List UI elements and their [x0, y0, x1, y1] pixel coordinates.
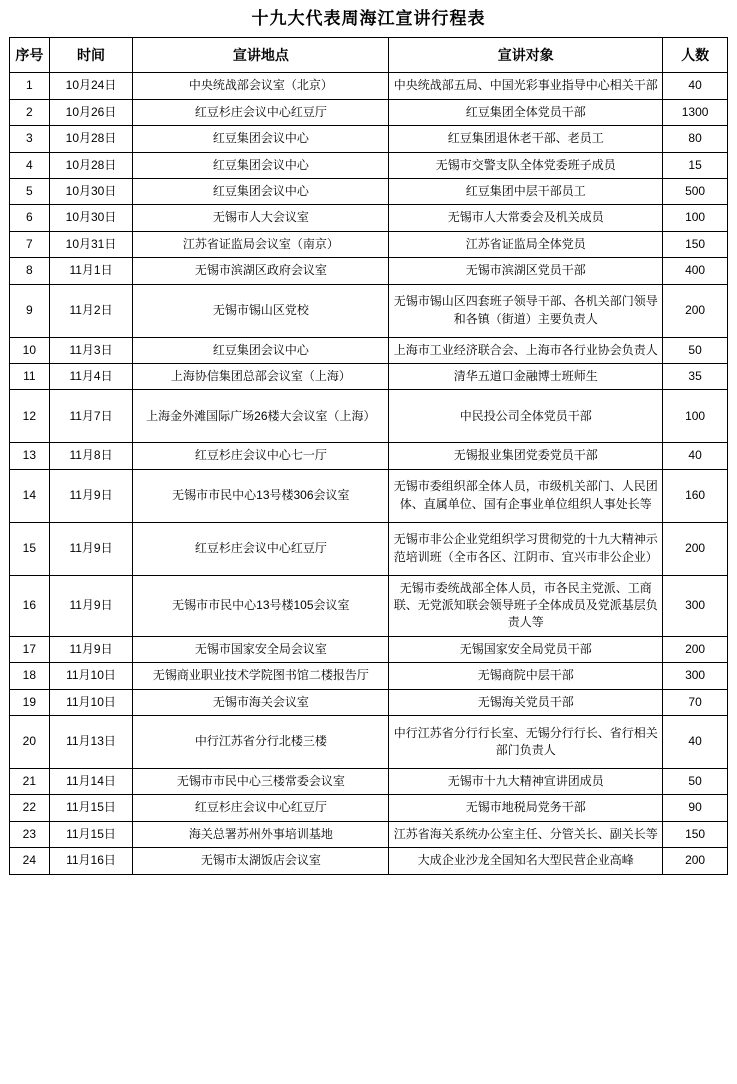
cell-place: 无锡市市民中心13号楼105会议室: [133, 575, 389, 636]
cell-target: 江苏省证监局全体党员: [389, 231, 663, 257]
table-row: [10, 821, 728, 847]
cell-date: 11月2日: [49, 284, 133, 337]
table-row: [10, 126, 728, 152]
cell-date: 11月7日: [49, 390, 133, 443]
cell-date: 10月28日: [49, 126, 133, 152]
cell-target: 无锡市十九大精神宣讲团成员: [389, 769, 663, 795]
table-row: [10, 205, 728, 231]
cell-date: 11月14日: [49, 769, 133, 795]
cell-place: 红豆杉庄会议中心红豆厅: [133, 522, 389, 575]
cell-index: 8: [10, 258, 50, 284]
cell-place: 红豆杉庄会议中心红豆厅: [133, 99, 389, 125]
cell-place: 红豆杉庄会议中心红豆厅: [133, 795, 389, 821]
cell-count: 100: [663, 390, 728, 443]
cell-place: 无锡市国家安全局会议室: [133, 636, 389, 662]
cell-place: 无锡市锡山区党校: [133, 284, 389, 337]
cell-date: 11月8日: [49, 443, 133, 469]
cell-index: 11: [10, 363, 50, 389]
cell-index: 6: [10, 205, 50, 231]
cell-index: 7: [10, 231, 50, 257]
table-row: [10, 575, 728, 636]
cell-index: 1: [10, 73, 50, 99]
column-header-index: 序号: [10, 38, 50, 73]
cell-date: 11月3日: [49, 337, 133, 363]
cell-count: 50: [663, 337, 728, 363]
cell-target: 中行江苏省分行行长室、无锡分行行长、省行相关部门负责人: [389, 716, 663, 769]
cell-place: 无锡市太湖饭店会议室: [133, 848, 389, 874]
table-row: [10, 284, 728, 337]
cell-target: 无锡市委统战部全体人员，市各民主党派、工商联、无党派知联会领导班子全体成员及党派基层负责人等: [389, 575, 663, 636]
table-row: [10, 73, 728, 99]
cell-count: 15: [663, 152, 728, 178]
cell-count: 200: [663, 636, 728, 662]
table-row: [10, 231, 728, 257]
cell-target: 无锡市委组织部全体人员，市级机关部门、人民团体、直属单位、国有企事业单位组织人事处长等: [389, 469, 663, 522]
cell-place: 红豆杉庄会议中心七一厅: [133, 443, 389, 469]
cell-target: 红豆集团退休老干部、老员工: [389, 126, 663, 152]
cell-place: 无锡市海关会议室: [133, 689, 389, 715]
cell-date: 11月4日: [49, 363, 133, 389]
cell-count: 40: [663, 73, 728, 99]
cell-date: 10月31日: [49, 231, 133, 257]
cell-place: 上海协信集团总部会议室（上海）: [133, 363, 389, 389]
cell-target: 中央统战部五局、中国光彩事业指导中心相关干部: [389, 73, 663, 99]
cell-date: 10月30日: [49, 178, 133, 204]
cell-date: 11月9日: [49, 469, 133, 522]
table-row: [10, 716, 728, 769]
cell-count: 40: [663, 443, 728, 469]
cell-place: 上海金外滩国际广场26楼大会议室（上海）: [133, 390, 389, 443]
cell-target: 无锡市锡山区四套班子领导干部、各机关部门领导和各镇（街道）主要负责人: [389, 284, 663, 337]
cell-count: 50: [663, 769, 728, 795]
cell-date: 10月28日: [49, 152, 133, 178]
column-header-place: 宣讲地点: [133, 38, 389, 73]
schedule-table: [9, 37, 728, 874]
column-header-date: 时间: [49, 38, 133, 73]
cell-place: 无锡商业职业技术学院图书馆二楼报告厅: [133, 663, 389, 689]
cell-date: 11月9日: [49, 522, 133, 575]
cell-count: 40: [663, 716, 728, 769]
table-row: [10, 443, 728, 469]
cell-date: 11月13日: [49, 716, 133, 769]
table-row: [10, 795, 728, 821]
cell-index: 16: [10, 575, 50, 636]
cell-count: 400: [663, 258, 728, 284]
column-header-target: 宣讲对象: [389, 38, 663, 73]
cell-count: 160: [663, 469, 728, 522]
cell-place: 中央统战部会议室（北京）: [133, 73, 389, 99]
cell-place: 红豆集团会议中心: [133, 126, 389, 152]
cell-target: 大成企业沙龙全国知名大型民营企业高峰: [389, 848, 663, 874]
table-row: [10, 522, 728, 575]
cell-index: 17: [10, 636, 50, 662]
cell-count: 200: [663, 284, 728, 337]
cell-target: 上海市工业经济联合会、上海市各行业协会负责人: [389, 337, 663, 363]
cell-index: 5: [10, 178, 50, 204]
table-row: [10, 390, 728, 443]
cell-target: 中民投公司全体党员干部: [389, 390, 663, 443]
cell-date: 11月15日: [49, 795, 133, 821]
cell-count: 1300: [663, 99, 728, 125]
cell-place: 红豆集团会议中心: [133, 337, 389, 363]
cell-date: 10月26日: [49, 99, 133, 125]
cell-count: 200: [663, 522, 728, 575]
cell-place: 江苏省证监局会议室（南京）: [133, 231, 389, 257]
cell-date: 11月15日: [49, 821, 133, 847]
cell-index: 12: [10, 390, 50, 443]
cell-count: 200: [663, 848, 728, 874]
table-row: [10, 848, 728, 874]
table-row: [10, 152, 728, 178]
cell-count: 300: [663, 575, 728, 636]
cell-index: 24: [10, 848, 50, 874]
cell-count: 150: [663, 231, 728, 257]
cell-count: 35: [663, 363, 728, 389]
cell-index: 13: [10, 443, 50, 469]
table-row: [10, 663, 728, 689]
table-row: [10, 469, 728, 522]
table-row: [10, 689, 728, 715]
table-row: [10, 258, 728, 284]
cell-date: 11月10日: [49, 689, 133, 715]
cell-target: 无锡市交警支队全体党委班子成员: [389, 152, 663, 178]
cell-place: 无锡市人大会议室: [133, 205, 389, 231]
table-body: [10, 73, 728, 874]
cell-target: 无锡商院中层干部: [389, 663, 663, 689]
table-row: [10, 99, 728, 125]
cell-index: 21: [10, 769, 50, 795]
column-header-count: 人数: [663, 38, 728, 73]
cell-count: 70: [663, 689, 728, 715]
cell-index: 15: [10, 522, 50, 575]
table-row: [10, 636, 728, 662]
table-row: [10, 178, 728, 204]
cell-date: 11月9日: [49, 575, 133, 636]
cell-count: 80: [663, 126, 728, 152]
cell-index: 18: [10, 663, 50, 689]
cell-target: 红豆集团中层干部员工: [389, 178, 663, 204]
cell-target: 无锡国家安全局党员干部: [389, 636, 663, 662]
cell-place: 红豆集团会议中心: [133, 178, 389, 204]
cell-target: 红豆集团全体党员干部: [389, 99, 663, 125]
cell-index: 9: [10, 284, 50, 337]
cell-index: 3: [10, 126, 50, 152]
cell-target: 无锡市滨湖区党员干部: [389, 258, 663, 284]
cell-target: 无锡市人大常委会及机关成员: [389, 205, 663, 231]
cell-place: 无锡市市民中心13号楼306会议室: [133, 469, 389, 522]
cell-index: 22: [10, 795, 50, 821]
cell-target: 无锡市非公企业党组织学习贯彻党的十九大精神示范培训班（全市各区、江阴市、宜兴市非公企业）: [389, 522, 663, 575]
cell-date: 11月16日: [49, 848, 133, 874]
page-title: 十九大代表周海江宣讲行程表: [251, 9, 486, 28]
cell-place: 无锡市市民中心三楼常委会议室: [133, 769, 389, 795]
table-row: [10, 337, 728, 363]
cell-count: 100: [663, 205, 728, 231]
cell-count: 500: [663, 178, 728, 204]
cell-date: 10月30日: [49, 205, 133, 231]
cell-index: 4: [10, 152, 50, 178]
cell-count: 90: [663, 795, 728, 821]
cell-target: 无锡报业集团党委党员干部: [389, 443, 663, 469]
cell-index: 10: [10, 337, 50, 363]
cell-index: 19: [10, 689, 50, 715]
cell-place: 中行江苏省分行北楼三楼: [133, 716, 389, 769]
cell-date: 11月10日: [49, 663, 133, 689]
cell-count: 150: [663, 821, 728, 847]
cell-index: 2: [10, 99, 50, 125]
cell-place: 无锡市滨湖区政府会议室: [133, 258, 389, 284]
cell-target: 无锡海关党员干部: [389, 689, 663, 715]
cell-target: 江苏省海关系统办公室主任、分管关长、副关长等: [389, 821, 663, 847]
cell-date: 11月1日: [49, 258, 133, 284]
table-row: [10, 363, 728, 389]
cell-date: 11月9日: [49, 636, 133, 662]
cell-place: 海关总署苏州外事培训基地: [133, 821, 389, 847]
table-header-row: [10, 38, 728, 73]
cell-index: 23: [10, 821, 50, 847]
cell-place: 红豆集团会议中心: [133, 152, 389, 178]
table-row: [10, 769, 728, 795]
cell-date: 10月24日: [49, 73, 133, 99]
cell-index: 14: [10, 469, 50, 522]
cell-index: 20: [10, 716, 50, 769]
cell-target: 清华五道口金融博士班师生: [389, 363, 663, 389]
cell-target: 无锡市地税局党务干部: [389, 795, 663, 821]
cell-count: 300: [663, 663, 728, 689]
